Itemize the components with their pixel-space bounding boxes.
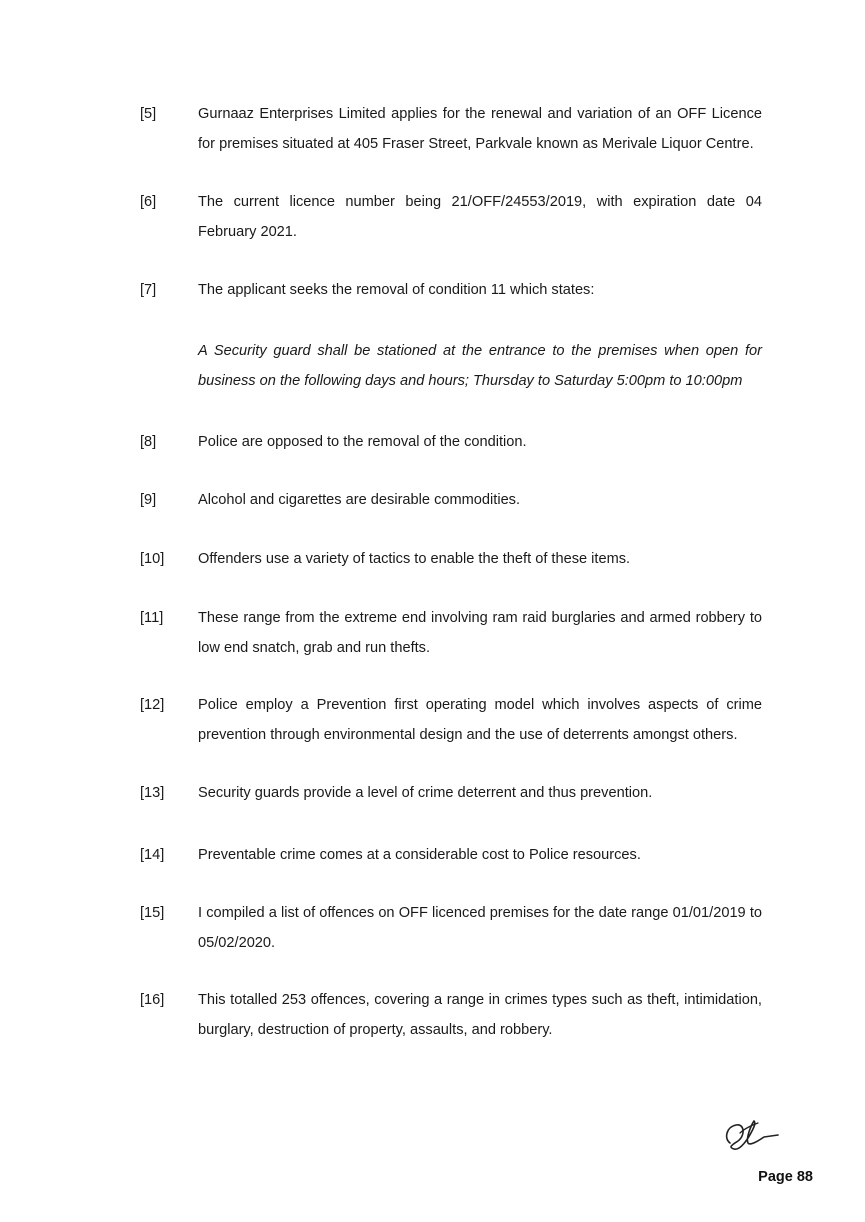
paragraph-number: [5] bbox=[140, 106, 157, 122]
paragraph-5 bbox=[140, 100, 762, 159]
paragraph-11 bbox=[140, 604, 762, 663]
paragraph-text: Offenders use a variety of tactics to enable the theft of these items. bbox=[198, 551, 631, 567]
paragraph-text: Preventable crime comes at a considerable cost to Police resources. bbox=[198, 847, 641, 863]
paragraph-text: This totalled 253 offences, covering a range in crimes types such as theft, intimidation, burglary, destruction of property, assaults, and robbery. bbox=[198, 992, 762, 1038]
quoted-condition: A Security guard shall be stationed at the entrance to the premises when open for business on the following days and hours; Thursday to Saturday 5:00pm to 10:00pm bbox=[198, 343, 762, 389]
paragraph-13 bbox=[140, 779, 762, 809]
paragraph-text: These range from the extreme end involving ram raid burglaries and armed robbery to low end snatch, grab and run thefts. bbox=[198, 610, 762, 656]
page-number: Page 88 bbox=[758, 1169, 813, 1185]
paragraph-text: Security guards provide a level of crime deterrent and thus prevention. bbox=[198, 785, 653, 801]
paragraph-text: The current licence number being 21/OFF/24553/2019, with expiration date 04 February 2021. bbox=[198, 194, 762, 240]
paragraph-9 bbox=[140, 486, 762, 516]
paragraph-number: [8] bbox=[140, 434, 157, 450]
paragraph-8 bbox=[140, 428, 762, 458]
signature-mark bbox=[718, 1113, 782, 1155]
paragraph-number: [11] bbox=[140, 610, 164, 626]
paragraph-12 bbox=[140, 691, 762, 750]
paragraph-number: [14] bbox=[140, 847, 165, 863]
paragraph-number: [7] bbox=[140, 282, 157, 298]
paragraph-text: Police employ a Prevention first operating model which involves aspects of crime prevention through environmental design and the use of deterrents amongst others. bbox=[198, 697, 762, 743]
paragraph-number: [13] bbox=[140, 785, 165, 801]
paragraph-10 bbox=[140, 545, 762, 575]
paragraph-15 bbox=[140, 899, 762, 958]
paragraph-number: [12] bbox=[140, 697, 165, 713]
paragraph-number: [16] bbox=[140, 992, 165, 1008]
paragraph-text: I compiled a list of offences on OFF licenced premises for the date range 01/01/2019 to 05/02/2020. bbox=[198, 905, 762, 951]
paragraph-text: Gurnaaz Enterprises Limited applies for the renewal and variation of an OFF Licence for premises situated at 405 Fraser Street, Parkvale known as Merivale Liquor Centre. bbox=[198, 106, 762, 152]
paragraph-6 bbox=[140, 188, 762, 247]
paragraph-text: Alcohol and cigarettes are desirable commodities. bbox=[198, 492, 521, 508]
paragraph-14 bbox=[140, 841, 762, 871]
paragraph-number: [6] bbox=[140, 194, 157, 210]
paragraph-16 bbox=[140, 986, 762, 1045]
paragraph-number: [9] bbox=[140, 492, 157, 508]
paragraph-number: [10] bbox=[140, 551, 165, 567]
paragraph-text: Police are opposed to the removal of the condition. bbox=[198, 434, 527, 450]
paragraph-7 bbox=[140, 276, 762, 306]
paragraph-text: The applicant seeks the removal of condition 11 which states: bbox=[198, 282, 595, 298]
paragraph-number: [15] bbox=[140, 905, 165, 921]
